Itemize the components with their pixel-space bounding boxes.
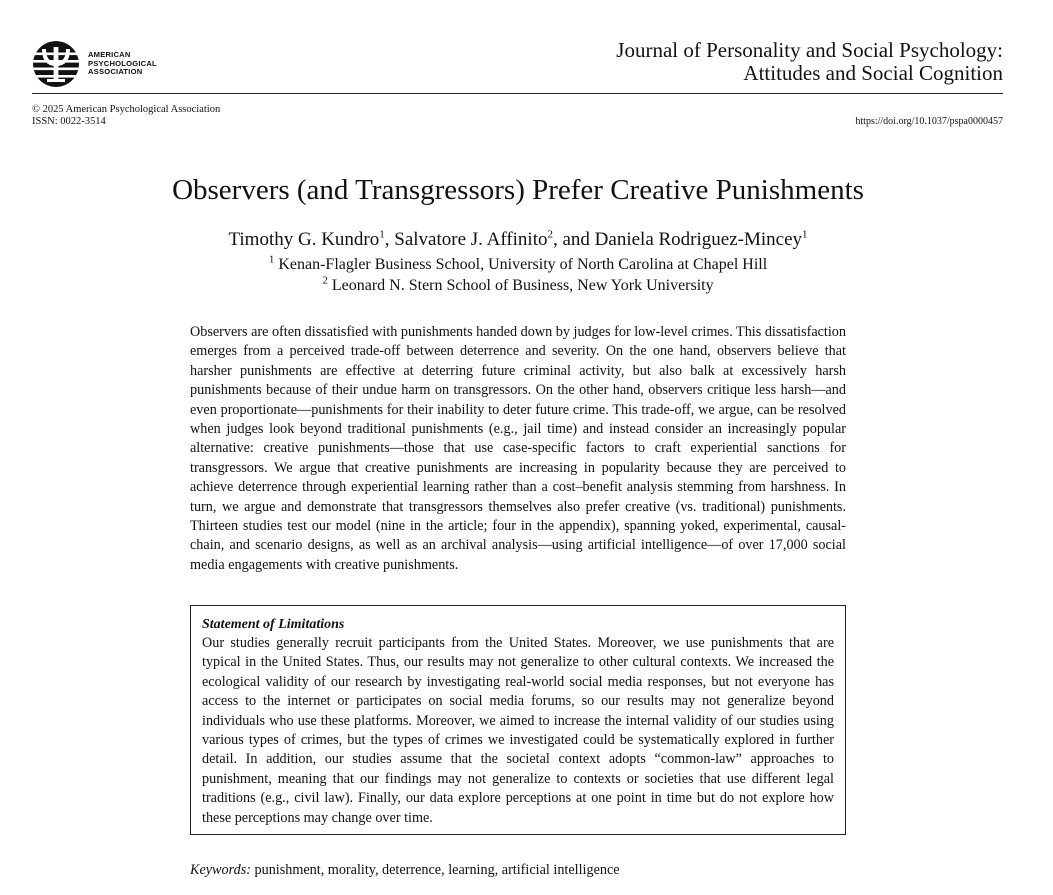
affiliation-1 [0, 255, 1036, 275]
affiliation-mark: 1 [268, 253, 275, 266]
journal-name [616, 39, 1003, 85]
copyright: © 2025 American Psychological Association [32, 104, 221, 115]
author-name: Daniela Rodriguez-Mincey [594, 229, 803, 250]
keywords [190, 861, 620, 880]
limitations-box [190, 605, 846, 835]
issn: ISSN: 0022-3514 [32, 116, 106, 127]
limitations-heading: Statement of Limitations [202, 617, 345, 632]
affiliation-mark: 2 [322, 274, 328, 287]
apa-logo [32, 40, 157, 88]
apa-psi-icon [32, 40, 80, 88]
keywords-label: Keywords: [190, 862, 251, 878]
author-separator: , [384, 229, 395, 250]
publication-meta [32, 104, 220, 128]
journal-line-1: Journal of Personality and Social Psychology: [616, 38, 1003, 62]
header-rule [32, 93, 1003, 94]
keywords-list: punishment, morality, deterrence, learning, artificial intelligence [254, 862, 620, 878]
author-affil-mark: 1 [802, 228, 808, 241]
journal-header [32, 38, 1003, 94]
affiliation-2 [0, 276, 1036, 296]
journal-line-2: Attitudes and Social Cognition [743, 61, 1003, 85]
logo-line-3: ASSOCIATION [88, 67, 143, 77]
logo-line-2: PSYCHOLOGICAL [88, 58, 157, 68]
author-affil-mark: 1 [379, 228, 385, 241]
affiliation-text: Kenan-Flagler Business School, University of North Carolina at Chapel Hill [278, 256, 768, 273]
article-title: Observers (and Transgressors) Prefer Creative Punishments [172, 174, 864, 206]
author-name: Timothy G. Kundro [228, 229, 380, 250]
affiliation-text: Leonard N. Stern School of Business, New York University [331, 277, 714, 294]
apa-logo-text [88, 51, 157, 77]
author-list [0, 228, 1036, 252]
doi-link[interactable]: https://doi.org/10.1037/pspa0000457 [855, 116, 1003, 127]
abstract: Observers are often dissatisfied with punishments handed down by judges for low-level crimes. This dissatisfaction emerges from a perceived trade-off between deterrence and severity. On the one hand, observers believe that harsher punishments are effective at deterring future criminal activity, but also balk at excessively harsh punishments because of their undue harm on transgressors. On the other hand, observers critique less harsh—and even proportionate—punishments for their inability to deter future crime. This trade-off, we argue, can be resolved when judges look beyond traditional punishments (e.g., jail time) and instead consider an increasingly popular alternative: creative punishments—those that use case-specific factors to craft experiential sanctions for transgressors. We argue that creative punishments are increasing in popularity because they are perceived to achieve deterrence through experiential learning rather than a cost–benefit analysis stemming from harshness. In turn, we argue and demonstrate that transgressors themselves also prefer creative (vs. traditional) punishments. Thirteen studies test our model (nine in the article; four in the appendix), spanning yoked, experimental, causal-chain, and scenario designs, as well as an archival analysis—using artificial intelligence—of over 17,000 social media engagements with creative punishments. [190, 324, 846, 573]
author-name: Salvatore J. Affinito [394, 229, 548, 250]
author-affil-mark: 2 [547, 228, 553, 241]
author-separator: , and [552, 229, 595, 250]
logo-line-1: AMERICAN [88, 50, 131, 60]
limitations-body: Our studies generally recruit participants from the United States. Moreover, we use punishments that are typical in the United States. Thus, our results may not generalize to other cultural contexts. We increased the ecological validity of our research by investigating real-world social media responses, but not everyone has access to the internet or participates on social media forums, so our results may not generalize beyond individuals who use these platforms. Moreover, we aimed to increase the internal validity of our studies using various types of crimes, but the types of crimes we investigated could be systematically explored in further detail. In addition, our studies assume that the societal context adopts “common-law” approaches to punishment, meaning that our findings may not generalize to contexts or societies that use different legal traditions (e.g., civil law). Finally, our data explore perceptions at one point in time but do not explore how these perceptions may change over time. [202, 635, 834, 826]
